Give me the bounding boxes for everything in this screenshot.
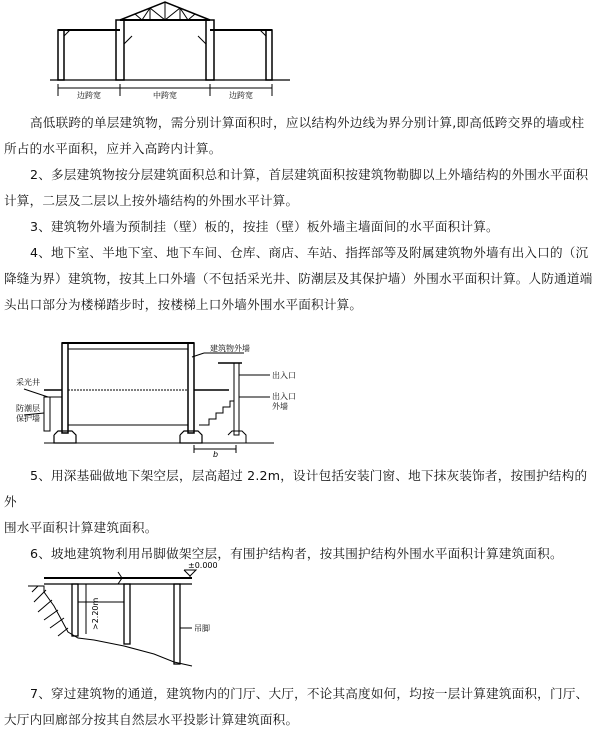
span-label-right: 边跨宽 [229, 91, 253, 100]
label-light-well: 采光井 [16, 378, 40, 387]
figure-span-diagram [50, 0, 290, 100]
paragraph-2-line-2: 计算，二层及二层以上按外墙结构的外围水平计算。 [4, 193, 299, 208]
paragraph-3: 3、建筑物外墙为预制挂（壁）板的，按挂（壁）板外墙主墙面间的水平面积计算。 [30, 219, 499, 234]
label-entrance: 出入口 [272, 371, 296, 380]
label-outer-wall: 建筑物外墙 [210, 344, 250, 353]
paragraph-5-line-1: 5、用深基础做地下架空层，层高超过 2.2m，设计包括安装门窗、地下抹灰装饰者，按围护结构的外 [4, 468, 588, 509]
paragraph-7-line-1: 7、穿过建筑物的通道，建筑物内的门厅、大厅，不论其高度如何，均按一层计算建筑面积，门厅、 [30, 686, 589, 701]
paragraph-6: 6、坡地建筑物利用吊脚做架空层，有围护结构者，按其围护结构外围水平面积计算建筑面积。 [30, 546, 563, 561]
paragraph-4-line-2: 降缝为界）建筑物，按其上口外墙（不包括采光井、防潮层及其保护墙）外围水平面积计算。人防通道端 [4, 271, 593, 286]
label-dimension-b: b [213, 450, 219, 459]
paragraph-4-line-1: 4、地下室、半地下室、地下车间、仓库、商店、车站、指挥部等及附属建筑物外墙有出入口的（沉 [30, 245, 589, 260]
figure-stilt-diagram [24, 558, 224, 668]
paragraph-1-line-1: 高低联跨的单层建筑物，需分别计算面积时，应以结构外边线为界分别计算,即高低跨交界的墙或柱 [30, 115, 585, 130]
paragraph-1-line-2: 所占的水平面积，应并入高跨内计算。 [4, 141, 222, 156]
label-level: ±0.000 [188, 561, 218, 570]
label-damp-layer: 防潮层 [16, 404, 40, 413]
paragraph-2-line-1: 2、多层建筑物按分层建筑面积总和计算，首层建筑面积按建筑物勒脚以上外墙结构的外围水平面积 [30, 167, 589, 182]
paragraph-4-line-3: 头出口部分为楼梯踏步时，按楼梯上口外墙外围水平面积计算。 [4, 297, 363, 312]
span-label-left: 边跨宽 [77, 91, 101, 100]
label-stilt: 吊脚 [194, 624, 210, 633]
paragraph-5-line-2: 围水平面积计算建筑面积。 [4, 520, 158, 535]
label-height: >2.20m [91, 597, 100, 630]
text-block-top [4, 110, 596, 318]
span-label-middle: 中跨宽 [153, 91, 177, 100]
text-block-bottom [4, 681, 596, 733]
label-protect-wall: 保护墙 [16, 414, 40, 423]
label-entrance-outer-2: 外墙 [272, 402, 288, 411]
label-entrance-outer-1: 出入口 [272, 392, 296, 401]
text-block-middle [4, 463, 596, 567]
paragraph-7-line-2: 大厅内回廊部分按其自然层水平投影计算建筑面积。 [4, 712, 299, 727]
figure-basement-diagram [14, 335, 314, 460]
